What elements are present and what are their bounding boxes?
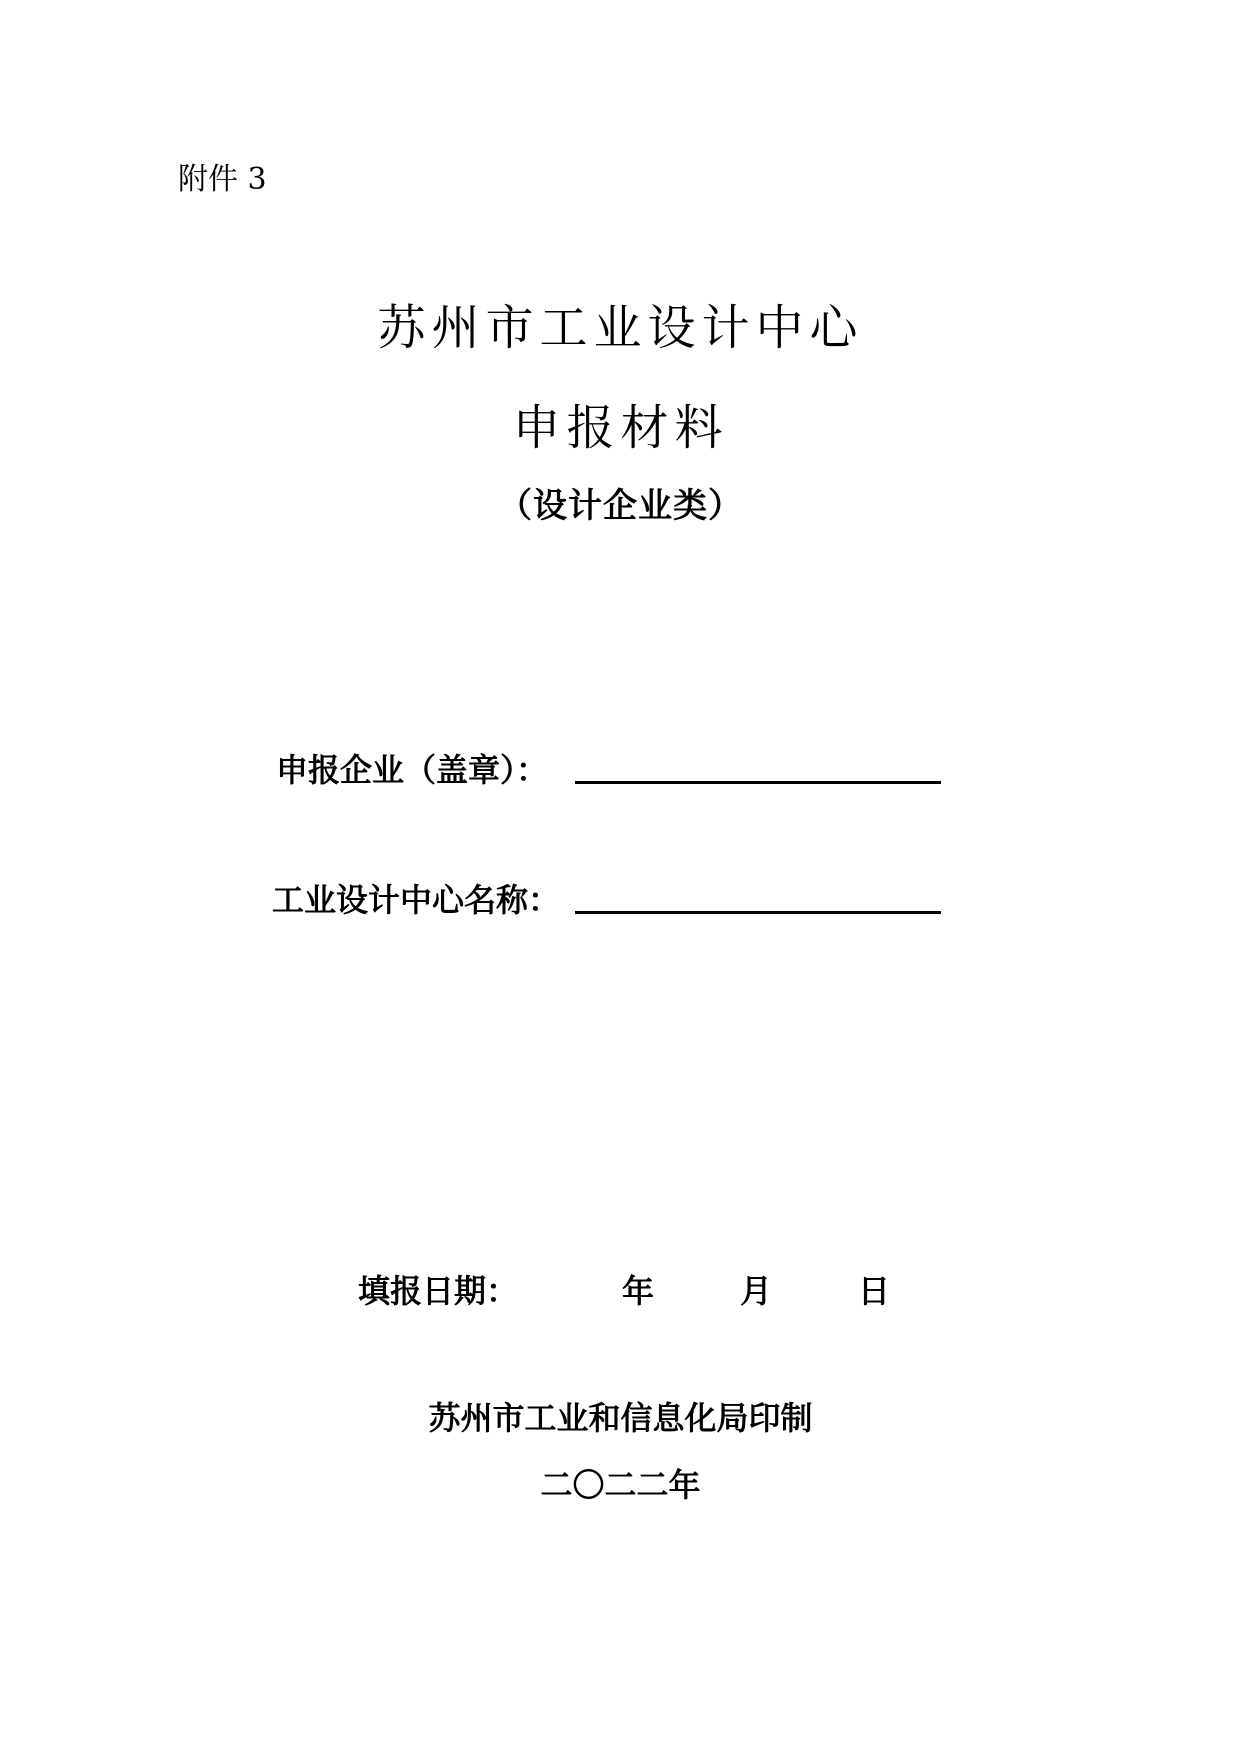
document-title-line-1: 苏州市工业设计中心 <box>377 300 864 356</box>
issuer-footer: 苏州市工业和信息化局印制 <box>428 1399 813 1437</box>
attachment-label: 附件 3 <box>178 162 267 197</box>
document-subtitle: （设计企业类） <box>498 486 743 526</box>
applicant-label: 申报企业（盖章）： <box>276 751 549 789</box>
fill-date-day-unit: 日 <box>858 1272 891 1310</box>
center-name-field[interactable] <box>575 911 941 914</box>
document-title-line-2: 申报材料 <box>512 400 729 456</box>
fill-date-year-unit: 年 <box>622 1272 655 1310</box>
issue-year: 二〇二二年 <box>540 1466 701 1504</box>
center-name-label: 工业设计中心名称： <box>272 881 561 919</box>
fill-date-month-unit: 月 <box>740 1272 773 1310</box>
fill-date-label: 填报日期： <box>358 1272 519 1310</box>
applicant-field[interactable] <box>575 781 941 784</box>
